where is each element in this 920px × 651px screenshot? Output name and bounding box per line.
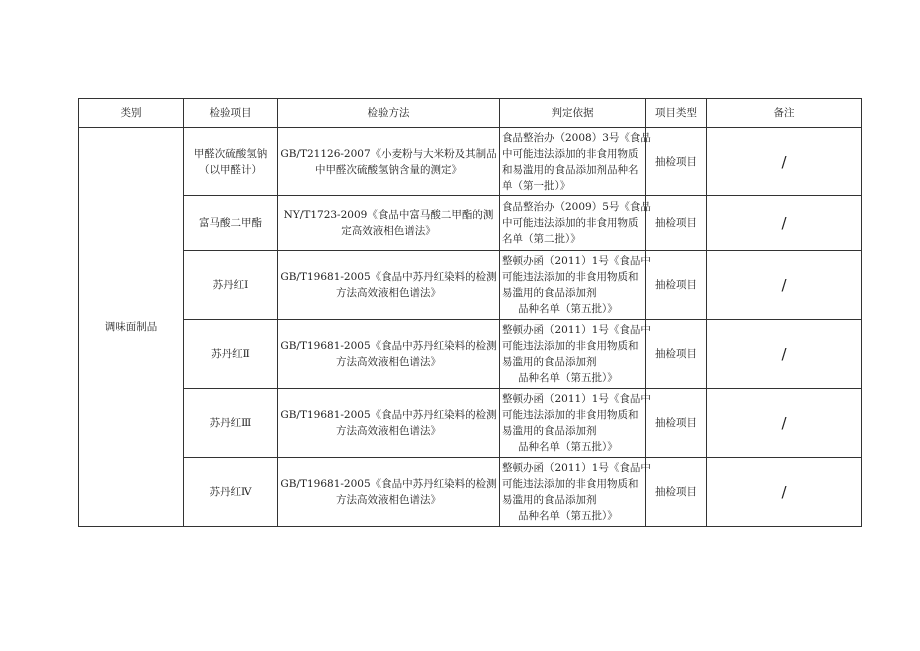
- method-cell: NY/T1723-2009《食品中富马酸二甲酯的测定高效液相色谱法》: [278, 196, 500, 251]
- type-cell: 抽检项目: [646, 458, 707, 527]
- type-cell: 抽检项目: [646, 251, 707, 320]
- method-cell: GB/T19681-2005《食品中苏丹红染料的检测方法高效液相色谱法》: [278, 389, 500, 458]
- note-cell: /: [707, 320, 862, 389]
- basis-cell: [500, 128, 651, 196]
- header-type: 项目类型: [646, 99, 707, 128]
- basis-line: 可能违法添加的非食用物质和: [502, 271, 639, 283]
- basis-line: 整顿办函（2011）1号《食品中: [502, 324, 651, 336]
- type-cell: 抽检项目: [646, 320, 707, 389]
- basis-line: 名单（第二批）》: [502, 233, 581, 245]
- basis-line: 易滥用的食品添加剂: [502, 287, 597, 299]
- basis-line: 食品整治办（2009）5号《食品: [502, 201, 651, 213]
- method-cell: GB/T19681-2005《食品中苏丹红染料的检测方法高效液相色谱法》: [278, 251, 500, 320]
- basis-line: 整顿办函（2011）1号《食品中: [502, 393, 651, 405]
- basis-cell: [500, 320, 651, 389]
- header-basis: 判定依据: [500, 99, 646, 128]
- type-cell: 抽检项目: [646, 196, 707, 251]
- header-category: 类别: [79, 99, 184, 128]
- method-cell: GB/T19681-2005《食品中苏丹红染料的检测方法高效液相色谱法》: [278, 320, 500, 389]
- basis-line: 可能违法添加的非食用物质和: [502, 478, 639, 490]
- basis-line: 品种名单（第五批）》: [518, 441, 618, 453]
- item-cell: 苏丹红Ⅳ: [184, 458, 278, 527]
- basis-line: 整顿办函（2011）1号《食品中: [502, 462, 651, 474]
- header-method: 检验方法: [278, 99, 500, 128]
- table-row: [79, 320, 862, 389]
- item-cell: 甲醛次硫酸氢钠（以甲醛计）: [184, 128, 278, 196]
- note-cell: /: [707, 251, 862, 320]
- basis-line: 可能违法添加的非食用物质和: [502, 340, 639, 352]
- basis-cell: [500, 389, 651, 458]
- basis-line: 整顿办函（2011）1号《食品中: [502, 255, 651, 267]
- basis-line: 易滥用的食品添加剂: [502, 425, 597, 437]
- method-cell: GB/T21126-2007《小麦粉与大米粉及其制品中甲醛次硫酸氢钠含量的测定》: [278, 128, 500, 196]
- table-row: [79, 458, 862, 527]
- basis-cell: [500, 196, 651, 251]
- inspection-table: [78, 98, 862, 527]
- item-cell: 苏丹红Ⅰ: [184, 251, 278, 320]
- table-row: [79, 128, 862, 196]
- basis-line: 易滥用的食品添加剂: [502, 356, 597, 368]
- basis-line: 单（第一批）》: [502, 179, 571, 192]
- basis-line: 中可能违法添加的非食用物质: [502, 147, 639, 160]
- note-cell: /: [707, 128, 862, 196]
- category-cell: 调味面制品: [79, 128, 184, 527]
- basis-line: 品种名单（第五批）》: [518, 510, 618, 522]
- header-item: 检验项目: [184, 99, 278, 128]
- table-row: [79, 196, 862, 251]
- note-cell: /: [707, 196, 862, 251]
- header-row: [79, 99, 862, 128]
- basis-line: 易滥用的食品添加剂: [502, 494, 597, 506]
- basis-line: 品种名单（第五批）》: [518, 372, 618, 384]
- basis-line: 食品整治办（2008）3号《食品: [502, 131, 651, 144]
- method-cell: GB/T19681-2005《食品中苏丹红染料的检测方法高效液相色谱法》: [278, 458, 500, 527]
- item-cell: 苏丹红Ⅱ: [184, 320, 278, 389]
- item-cell: 富马酸二甲酯: [184, 196, 278, 251]
- basis-line: 可能违法添加的非食用物质和: [502, 409, 639, 421]
- header-note: 备注: [707, 99, 862, 128]
- basis-cell: [500, 458, 651, 527]
- basis-cell: [500, 251, 651, 320]
- item-cell: 苏丹红Ⅲ: [184, 389, 278, 458]
- type-cell: 抽检项目: [646, 128, 707, 196]
- basis-line: 品种名单（第五批）》: [518, 303, 618, 315]
- type-cell: 抽检项目: [646, 389, 707, 458]
- note-cell: /: [707, 458, 862, 527]
- note-cell: /: [707, 389, 862, 458]
- basis-line: 中可能违法添加的非食用物质: [502, 217, 639, 229]
- basis-line: 和易滥用的食品添加剂品种名: [502, 163, 639, 176]
- table-row: [79, 389, 862, 458]
- table-row: [79, 251, 862, 320]
